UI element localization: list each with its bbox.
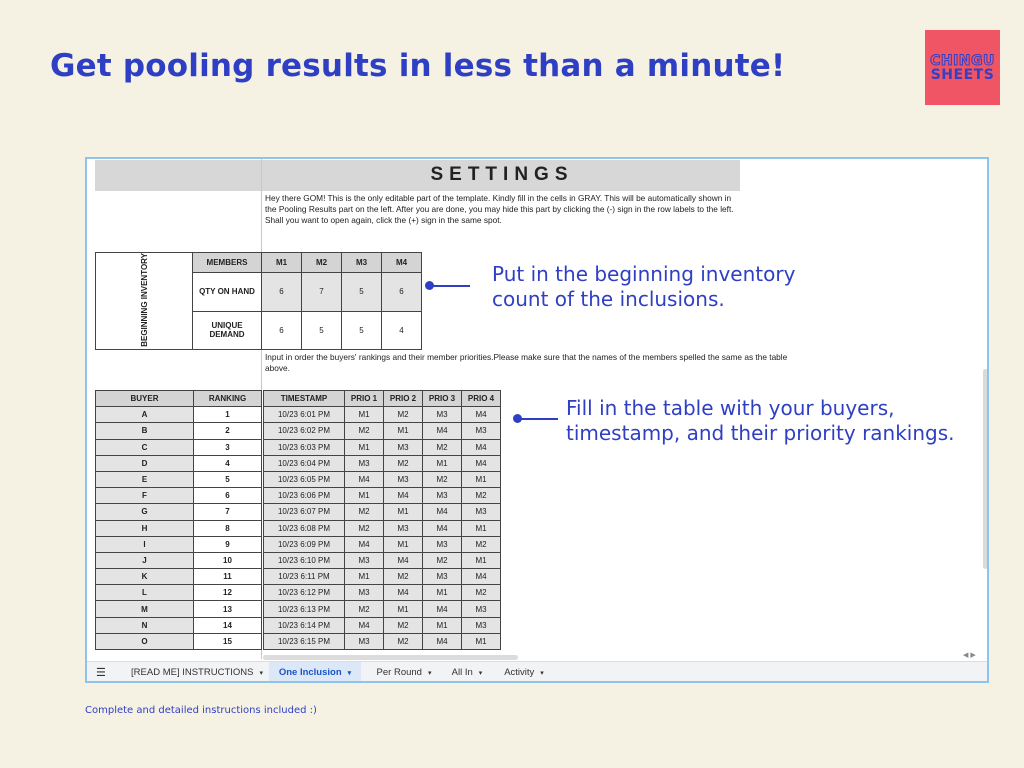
table-row xyxy=(96,455,262,471)
buyer-cell[interactable]: K xyxy=(96,569,194,585)
table-row xyxy=(264,585,501,601)
sheet-tab-bar xyxy=(87,661,987,683)
table-row xyxy=(264,407,501,423)
timestamp-cell[interactable]: 10/23 6:10 PM xyxy=(264,552,345,568)
priority-cell[interactable]: M3 xyxy=(345,455,384,471)
sheet-tab[interactable] xyxy=(369,662,439,683)
sheet-tab-label: One Inclusion xyxy=(278,667,342,678)
ranking-cell: 13 xyxy=(194,601,262,617)
ranking-cell: 15 xyxy=(194,633,262,649)
column-header: RANKING xyxy=(194,391,262,407)
table-row xyxy=(264,504,501,520)
buyer-cell[interactable]: H xyxy=(96,520,194,536)
timestamp-cell[interactable]: 10/23 6:12 PM xyxy=(264,585,345,601)
priority-cell[interactable]: M1 xyxy=(462,552,501,568)
ranking-cell: 5 xyxy=(194,471,262,487)
order-note: Input in order the buyers' rankings and their member priorities.Please make sure that the names of the members spelled the same as the table above. xyxy=(265,352,788,373)
demand-cell: 5 xyxy=(342,311,382,349)
table-row xyxy=(264,569,501,585)
priority-table xyxy=(263,390,501,650)
priority-cell[interactable]: M4 xyxy=(345,471,384,487)
timestamp-cell[interactable]: 10/23 6:05 PM xyxy=(264,471,345,487)
sheet-tab-label: [READ ME] INSTRUCTIONS xyxy=(131,667,254,678)
logo-line-1: CHINGU xyxy=(930,52,995,69)
horizontal-scrollbar[interactable] xyxy=(263,655,518,660)
ranking-cell: 10 xyxy=(194,552,262,568)
table-row xyxy=(96,488,262,504)
priority-cell[interactable]: M1 xyxy=(423,585,462,601)
ranking-cell: 9 xyxy=(194,536,262,552)
priority-cell[interactable]: M1 xyxy=(462,520,501,536)
priority-cell[interactable]: M4 xyxy=(423,601,462,617)
table-header-row xyxy=(264,391,501,407)
priority-cell[interactable]: M2 xyxy=(345,520,384,536)
table-row xyxy=(96,569,262,585)
priority-cell[interactable]: M4 xyxy=(384,552,423,568)
priority-cell[interactable]: M1 xyxy=(345,407,384,423)
member-header: M2 xyxy=(302,253,342,273)
priority-cell[interactable]: M2 xyxy=(423,471,462,487)
priority-cell[interactable]: M3 xyxy=(423,536,462,552)
table-row xyxy=(96,439,262,455)
ranking-cell: 7 xyxy=(194,504,262,520)
table-row xyxy=(264,488,501,504)
sheet-tab[interactable] xyxy=(269,662,361,683)
priority-cell[interactable]: M2 xyxy=(345,423,384,439)
priority-cell[interactable]: M1 xyxy=(423,455,462,471)
priority-cell[interactable]: M2 xyxy=(462,488,501,504)
priority-cell[interactable]: M3 xyxy=(384,520,423,536)
priority-cell[interactable]: M3 xyxy=(345,552,384,568)
dropdown-arrow-icon[interactable]: ▾ xyxy=(259,670,263,677)
column-header: PRIO 2 xyxy=(384,391,423,407)
ranking-cell: 6 xyxy=(194,488,262,504)
priority-cell[interactable]: M3 xyxy=(462,601,501,617)
priority-cell[interactable]: M2 xyxy=(384,569,423,585)
column-header: PRIO 1 xyxy=(345,391,384,407)
table-row xyxy=(96,585,262,601)
table-row xyxy=(264,471,501,487)
priority-cell[interactable]: M4 xyxy=(384,585,423,601)
priority-cell[interactable]: M1 xyxy=(345,439,384,455)
beginning-inventory-label-cell xyxy=(96,253,193,350)
table-row xyxy=(96,601,262,617)
table-row xyxy=(96,423,262,439)
buyer-cell[interactable]: O xyxy=(96,633,194,649)
sheet-tab[interactable] xyxy=(127,662,267,683)
priority-cell[interactable]: M3 xyxy=(345,585,384,601)
priority-cell[interactable]: M4 xyxy=(462,455,501,471)
priority-cell[interactable]: M4 xyxy=(462,569,501,585)
table-row xyxy=(264,617,501,633)
priority-cell[interactable]: M3 xyxy=(423,407,462,423)
buyer-cell[interactable]: I xyxy=(96,536,194,552)
dropdown-arrow-icon[interactable]: ▾ xyxy=(347,670,352,677)
timestamp-cell[interactable]: 10/23 6:06 PM xyxy=(264,488,345,504)
column-header: BUYER xyxy=(96,391,194,407)
column-header: PRIO 4 xyxy=(462,391,501,407)
column-header: PRIO 3 xyxy=(423,391,462,407)
priority-cell[interactable]: M2 xyxy=(384,633,423,649)
qty-cell[interactable]: 7 xyxy=(302,273,342,311)
priority-cell[interactable]: M3 xyxy=(423,569,462,585)
buyer-cell[interactable]: L xyxy=(96,585,194,601)
table-row xyxy=(96,504,262,520)
timestamp-cell[interactable]: 10/23 6:09 PM xyxy=(264,536,345,552)
sheet-tab[interactable] xyxy=(495,662,553,683)
dropdown-arrow-icon[interactable]: ▾ xyxy=(427,670,432,677)
priority-cell[interactable]: M1 xyxy=(384,601,423,617)
table-row xyxy=(264,520,501,536)
vertical-scrollbar[interactable] xyxy=(983,369,988,569)
table-row xyxy=(96,407,262,423)
priority-cell[interactable]: M2 xyxy=(423,439,462,455)
qty-cell[interactable]: 5 xyxy=(342,273,382,311)
priority-cell[interactable]: M2 xyxy=(345,601,384,617)
timestamp-cell[interactable]: 10/23 6:03 PM xyxy=(264,439,345,455)
priority-cell[interactable]: M2 xyxy=(423,552,462,568)
table-row xyxy=(96,536,262,552)
buyer-ranking-table xyxy=(95,390,262,650)
table-row xyxy=(96,552,262,568)
priority-cell[interactable]: M3 xyxy=(384,471,423,487)
demand-cell: 6 xyxy=(262,311,302,349)
table-header-row xyxy=(96,391,262,407)
qty-cell[interactable]: 6 xyxy=(262,273,302,311)
demand-cell: 5 xyxy=(302,311,342,349)
ranking-cell: 12 xyxy=(194,585,262,601)
table-row xyxy=(264,439,501,455)
menu-icon[interactable]: ☰ xyxy=(96,667,106,679)
qty-on-hand-label: QTY ON HAND xyxy=(193,273,262,311)
ranking-cell: 8 xyxy=(194,520,262,536)
priority-cell[interactable]: M1 xyxy=(423,617,462,633)
members-label: MEMBERS xyxy=(193,253,262,273)
priority-cell[interactable]: M4 xyxy=(462,439,501,455)
priority-cell[interactable]: M4 xyxy=(423,423,462,439)
member-header: M4 xyxy=(382,253,422,273)
buyer-cell[interactable]: N xyxy=(96,617,194,633)
priority-cell[interactable]: M2 xyxy=(384,617,423,633)
callout-connector xyxy=(520,418,558,420)
timestamp-cell[interactable]: 10/23 6:11 PM xyxy=(264,569,345,585)
table-row xyxy=(96,471,262,487)
chingu-sheets-logo xyxy=(925,30,1000,105)
dropdown-arrow-icon[interactable]: ▾ xyxy=(540,670,544,677)
priority-cell[interactable]: M4 xyxy=(423,633,462,649)
ranking-cell: 4 xyxy=(194,455,262,471)
callout-line: Put in the beginning inventory xyxy=(492,262,796,286)
dropdown-arrow-icon[interactable]: ▾ xyxy=(478,670,483,677)
table-row xyxy=(96,520,262,536)
priority-cell[interactable]: M1 xyxy=(384,536,423,552)
sheet-tab-label: Per Round xyxy=(376,667,422,678)
buyer-cell[interactable]: A xyxy=(96,407,194,423)
beginning-inventory-label: BEGINNING INVENTORY xyxy=(139,253,149,347)
column-header: TIMESTAMP xyxy=(264,391,345,407)
buyer-cell[interactable]: G xyxy=(96,504,194,520)
scroll-arrows[interactable]: ◀ ▶ xyxy=(963,652,976,659)
buyer-cell[interactable]: E xyxy=(96,471,194,487)
priority-cell[interactable]: M1 xyxy=(462,633,501,649)
priority-cell[interactable]: M1 xyxy=(345,569,384,585)
table-row xyxy=(264,552,501,568)
beginning-inventory-table xyxy=(95,252,422,350)
buyer-cell[interactable]: C xyxy=(96,439,194,455)
buyer-cell[interactable]: J xyxy=(96,552,194,568)
priority-cell[interactable]: M2 xyxy=(462,585,501,601)
callout-connector xyxy=(432,285,470,287)
priority-cell[interactable]: M4 xyxy=(423,520,462,536)
priority-cell[interactable]: M3 xyxy=(384,439,423,455)
priority-cell[interactable]: M3 xyxy=(345,633,384,649)
table-callout xyxy=(566,396,955,446)
priority-cell[interactable]: M2 xyxy=(384,455,423,471)
priority-cell[interactable]: M3 xyxy=(462,423,501,439)
timestamp-cell[interactable]: 10/23 6:13 PM xyxy=(264,601,345,617)
timestamp-cell[interactable]: 10/23 6:14 PM xyxy=(264,617,345,633)
sheet-tab[interactable] xyxy=(444,662,490,683)
logo-line-2: SHEETS xyxy=(930,66,995,83)
member-header: M3 xyxy=(342,253,382,273)
ranking-cell: 3 xyxy=(194,439,262,455)
timestamp-cell[interactable]: 10/23 6:08 PM xyxy=(264,520,345,536)
table-row xyxy=(264,536,501,552)
inventory-callout xyxy=(492,262,795,312)
priority-cell[interactable]: M3 xyxy=(462,504,501,520)
priority-cell[interactable]: M1 xyxy=(345,488,384,504)
timestamp-cell[interactable]: 10/23 6:01 PM xyxy=(264,407,345,423)
timestamp-cell[interactable]: 10/23 6:02 PM xyxy=(264,423,345,439)
ranking-cell: 11 xyxy=(194,569,262,585)
ranking-cell: 1 xyxy=(194,407,262,423)
ranking-cell: 14 xyxy=(194,617,262,633)
priority-cell[interactable]: M4 xyxy=(462,407,501,423)
page-headline: Get pooling results in less than a minute! xyxy=(50,48,786,84)
timestamp-cell[interactable]: 10/23 6:15 PM xyxy=(264,633,345,649)
table-row xyxy=(264,633,501,649)
callout-line: Fill in the table with your buyers, xyxy=(566,396,895,420)
priority-cell[interactable]: M3 xyxy=(462,617,501,633)
priority-cell[interactable]: M3 xyxy=(423,488,462,504)
priority-cell[interactable]: M4 xyxy=(384,488,423,504)
demand-cell: 4 xyxy=(382,311,422,349)
ranking-cell: 2 xyxy=(194,423,262,439)
priority-cell[interactable]: M2 xyxy=(345,504,384,520)
table-row xyxy=(96,633,262,649)
table-row xyxy=(264,601,501,617)
footer-note: Complete and detailed instructions included :) xyxy=(85,705,317,716)
settings-title: SETTINGS xyxy=(430,164,574,185)
callout-line: count of the inclusions. xyxy=(492,287,725,311)
buyer-cell[interactable]: M xyxy=(96,601,194,617)
priority-cell[interactable]: M2 xyxy=(384,407,423,423)
priority-cell[interactable]: M1 xyxy=(462,471,501,487)
table-row xyxy=(96,617,262,633)
qty-cell[interactable]: 6 xyxy=(382,273,422,311)
buyer-cell[interactable]: B xyxy=(96,423,194,439)
buyer-cell[interactable]: D xyxy=(96,455,194,471)
priority-cell[interactable]: M4 xyxy=(345,617,384,633)
table-row xyxy=(264,423,501,439)
timestamp-cell[interactable]: 10/23 6:07 PM xyxy=(264,504,345,520)
priority-cell[interactable]: M4 xyxy=(345,536,384,552)
priority-cell[interactable]: M2 xyxy=(462,536,501,552)
priority-cell[interactable]: M1 xyxy=(384,504,423,520)
table-row xyxy=(264,455,501,471)
sheet-tab-label: All In xyxy=(451,667,473,678)
member-header: M1 xyxy=(262,253,302,273)
buyer-cell[interactable]: F xyxy=(96,488,194,504)
intro-note: Hey there GOM! This is the only editable part of the template. Kindly fill in the cells in GRAY. This will be automatically shown in the Pooling Results part on the left. After you are done, you may hide this part by clicking the (-) sign in the row labels to the left. Shall you want to open again, click the (+) sign in the same spot. xyxy=(265,193,734,225)
callout-line: timestamp, and their priority rankings. xyxy=(566,421,955,445)
sheet-tab-label: Activity xyxy=(504,667,535,678)
priority-cell[interactable]: M4 xyxy=(423,504,462,520)
timestamp-cell[interactable]: 10/23 6:04 PM xyxy=(264,455,345,471)
unique-demand-label: UNIQUE DEMAND xyxy=(193,311,262,349)
priority-cell[interactable]: M1 xyxy=(384,423,423,439)
